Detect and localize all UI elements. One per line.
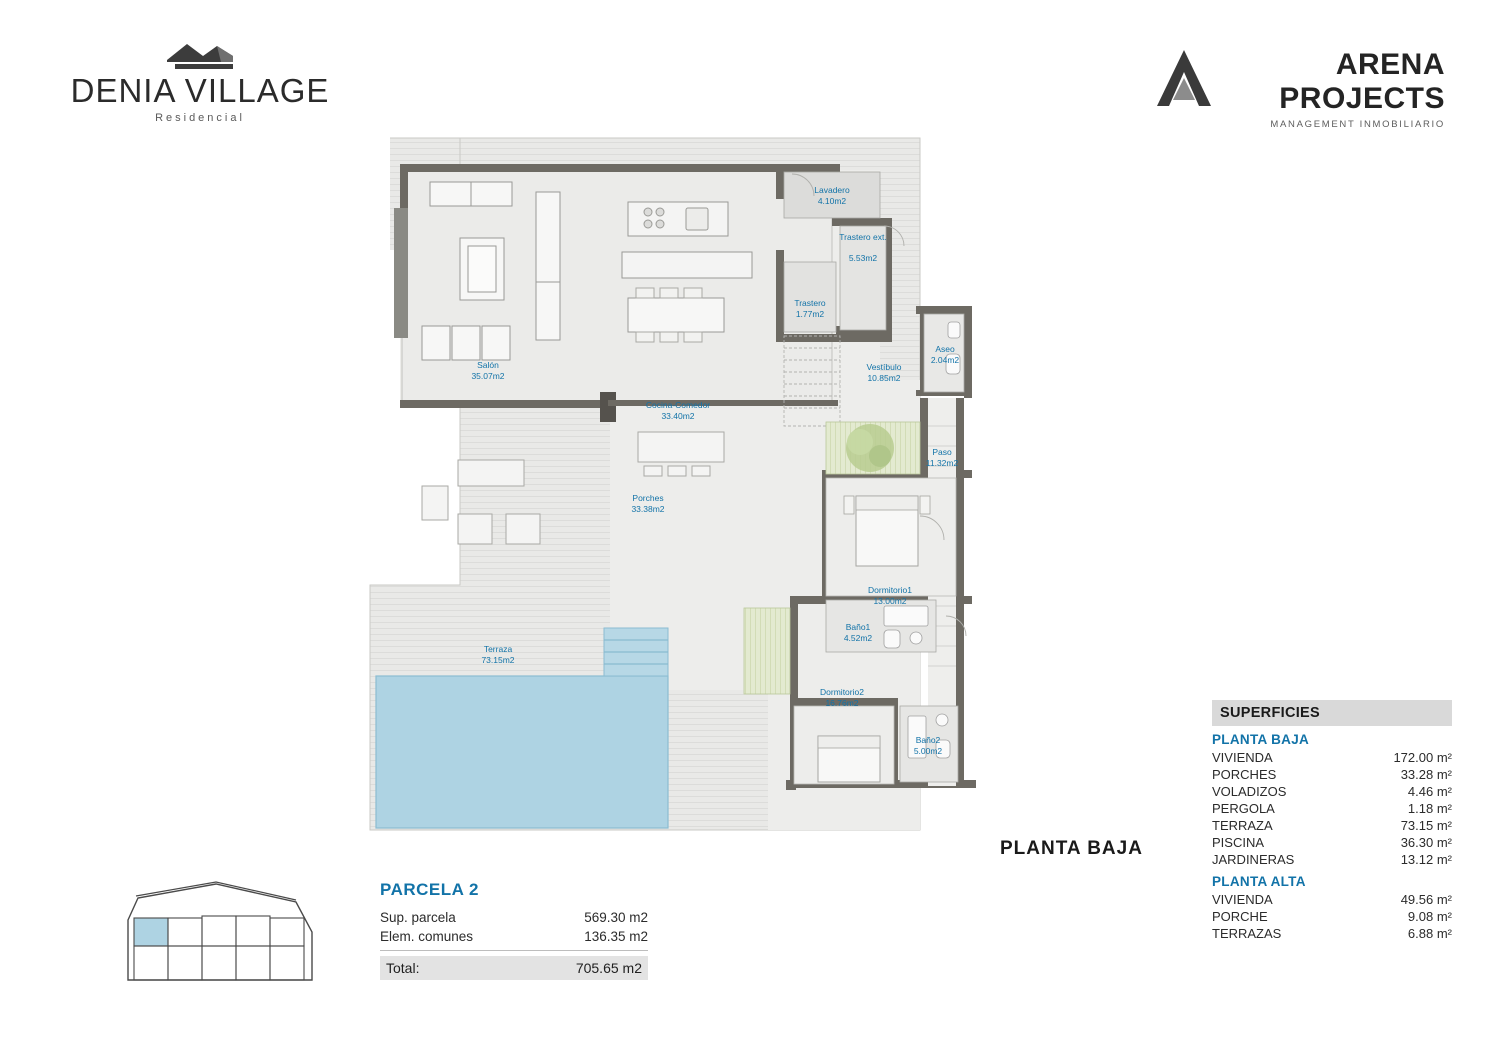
parcela-summary: [380, 880, 648, 980]
label-trastero-name: Trastero: [794, 298, 826, 308]
total-value: 705.65 m2: [575, 960, 642, 976]
label-lavadero-area: 4.10m2: [817, 196, 847, 206]
label-trastero-area: 1.77m2: [795, 309, 825, 319]
parcela-row: [380, 927, 648, 946]
row-value: 33.28 m²: [1400, 767, 1452, 782]
label-paso-name: Paso: [932, 447, 952, 457]
label-aseo-name: Aseo: [935, 344, 955, 354]
row-value: 36.30 m²: [1400, 835, 1452, 850]
superficies-row: [1212, 925, 1452, 942]
room-bano1: [826, 600, 936, 652]
row-label: PISCINA: [1212, 835, 1265, 850]
denia-village-name: DENIA VILLAGE: [70, 72, 330, 109]
keymap-selected-parcel: [134, 918, 168, 946]
denia-village-logo: [70, 40, 330, 130]
arena-a-mark-icon: [1155, 48, 1213, 115]
row-label: PORCHE: [1212, 909, 1268, 924]
label-trastero-ext-area: 5.53m2: [848, 253, 878, 263]
label-terraza-area: 73.15m2: [481, 655, 515, 665]
superficies-row: [1212, 766, 1452, 783]
row-value: 9.08 m²: [1407, 909, 1452, 924]
total-label: Total:: [386, 960, 420, 976]
label-paso-area: 11.32m2: [925, 458, 959, 468]
arena-projects-name: ARENA PROJECTS: [1279, 48, 1445, 115]
label-cocina-area: 33.40m2: [661, 411, 695, 421]
superficies-row: [1212, 834, 1452, 851]
row-value: 1.18 m²: [1407, 801, 1452, 816]
label-dormitorio2-area: 16.76m2: [825, 698, 859, 708]
label-salon-area: 35.07m2: [471, 371, 505, 381]
label-bano1-area: 4.52m2: [843, 633, 873, 643]
site-key-map: [120, 868, 320, 998]
label-bano1-name: Baño1: [845, 622, 871, 632]
row-label: Sup. parcela: [380, 910, 456, 925]
row-value: 569.30 m2: [584, 910, 648, 925]
row-value: 13.12 m²: [1400, 852, 1452, 867]
label-porches-name: Porches: [632, 493, 664, 503]
floor-plan-drawing: [360, 130, 980, 870]
superficies-row: [1212, 800, 1452, 817]
denia-village-subtitle: Residencial: [155, 112, 245, 124]
superficies-row: [1212, 817, 1452, 834]
label-dormitorio1-name: Dormitorio1: [868, 585, 912, 595]
superficies-section-planta-alta-title: PLANTA ALTA: [1212, 874, 1306, 889]
arena-projects-subtitle: MANAGEMENT INMOBILIARIO: [1270, 119, 1445, 130]
parcela-divider: [380, 950, 648, 951]
label-bano2-area: 5.00m2: [913, 746, 943, 756]
label-cocina-name: Cocina-Comedor: [645, 400, 711, 410]
label-trastero-ext-name: Trastero ext.: [839, 232, 887, 242]
superficies-row: [1212, 851, 1452, 868]
room-dormitorio1: [826, 478, 956, 596]
superficies-row: [1212, 908, 1452, 925]
row-label: JARDINERAS: [1212, 852, 1295, 867]
superficies-row: [1212, 749, 1452, 766]
row-value: 73.15 m²: [1400, 818, 1452, 833]
floor-label: PLANTA BAJA: [1000, 838, 1143, 859]
row-label: Elem. comunes: [380, 929, 474, 944]
superficies-row: [1212, 891, 1452, 908]
row-label: TERRAZAS: [1212, 926, 1282, 941]
row-value: 49.56 m²: [1400, 892, 1452, 907]
superficies-row: [1212, 783, 1452, 800]
label-vestibulo-name: Vestíbulo: [866, 362, 902, 372]
label-terraza-name: Terraza: [483, 644, 513, 654]
label-bano2-name: Baño2: [915, 735, 941, 745]
patio-garden: [826, 422, 920, 474]
row-label: VIVIENDA: [1212, 892, 1273, 907]
superficies-title: SUPERFICIES: [1212, 700, 1452, 726]
row-value: 136.35 m2: [584, 929, 648, 944]
room-dormitorio2: [794, 706, 894, 784]
label-lavadero-name: Lavadero: [814, 185, 850, 195]
parcela-title: PARCELA 2: [380, 880, 479, 899]
row-label: PERGOLA: [1212, 801, 1275, 816]
superficies-section-planta-baja-title: PLANTA BAJA: [1212, 732, 1310, 747]
row-value: 172.00 m²: [1393, 750, 1452, 765]
label-salon-name: Salón: [477, 360, 499, 370]
row-label: TERRAZA: [1212, 818, 1273, 833]
parcela-row: [380, 908, 648, 927]
label-vestibulo-area: 10.85m2: [867, 373, 901, 383]
row-value: 4.46 m²: [1407, 784, 1452, 799]
row-label: PORCHES: [1212, 767, 1277, 782]
label-aseo-area: 2.04m2: [930, 355, 960, 365]
row-label: VOLADIZOS: [1212, 784, 1287, 799]
arena-projects-logo: [1155, 48, 1445, 128]
label-dormitorio2-name: Dormitorio2: [820, 687, 864, 697]
label-porches-area: 33.38m2: [631, 504, 665, 514]
superficies-table: [1212, 700, 1452, 942]
denia-village-mark-icon: [125, 40, 275, 70]
label-dormitorio1-area: 13.00m2: [873, 596, 907, 606]
row-label: VIVIENDA: [1212, 750, 1273, 765]
side-garden-strip: [744, 608, 790, 694]
parcela-total-row: [380, 956, 648, 980]
row-value: 6.88 m²: [1407, 926, 1452, 941]
